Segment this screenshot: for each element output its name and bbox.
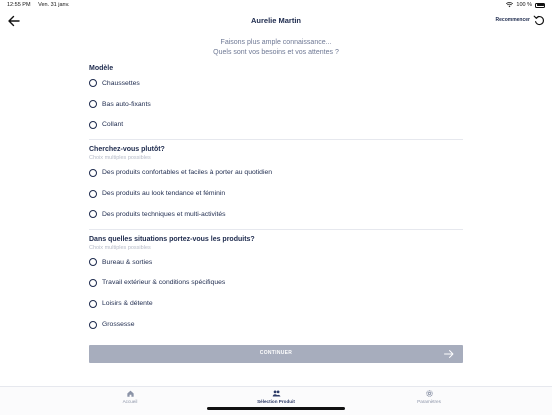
home-icon (126, 389, 135, 398)
option-outdoor-work[interactable] (89, 273, 463, 294)
option-label: Bureau & sorties (102, 258, 153, 266)
section-subtitle: Choix multiples possibles (89, 244, 151, 251)
option-label: Collant (102, 121, 124, 129)
option-technical[interactable] (89, 204, 463, 225)
section-model (89, 64, 463, 140)
restart-icon (533, 14, 545, 26)
option-collant[interactable] (89, 115, 463, 136)
tab-label: Paramètres (417, 399, 441, 404)
navigation-bar (0, 10, 552, 32)
tab-settings[interactable] (379, 389, 479, 404)
option-label: Des produits au look tendance et féminin (102, 190, 226, 198)
section-title: Dans quelles situations portez-vous les produits? (89, 235, 255, 243)
radio-button[interactable] (89, 321, 97, 329)
battery-percent: 100 % (516, 2, 532, 8)
radio-button[interactable] (89, 121, 97, 129)
status-date: Ven. 31 janv. (38, 2, 70, 8)
restart-label: Recommencer (495, 17, 530, 23)
questionnaire (89, 64, 463, 344)
tab-product-selection[interactable] (226, 389, 326, 404)
option-label: Des produits confortables et faciles à porter au quotidien (102, 169, 273, 177)
option-office[interactable] (89, 252, 463, 273)
tab-home[interactable] (80, 389, 180, 404)
section-preference (89, 145, 463, 229)
option-label: Des produits techniques et multi-activités (102, 210, 226, 218)
tab-bar (0, 386, 552, 415)
wifi-icon (506, 2, 513, 8)
tab-label: Accueil (122, 399, 138, 404)
radio-button[interactable] (89, 169, 97, 177)
gear-icon (425, 389, 434, 398)
home-indicator (207, 407, 345, 410)
option-label: Travail extérieur & conditions spécifiques (102, 279, 226, 287)
section-title: Cherchez-vous plutôt? (89, 146, 165, 154)
option-label: Loisirs & détente (102, 300, 153, 308)
radio-button[interactable] (89, 79, 97, 87)
page-title: Aurelie Martin (250, 16, 301, 25)
radio-button[interactable] (89, 210, 97, 218)
battery-icon (535, 3, 545, 8)
section-situations (89, 235, 463, 339)
radio-button[interactable] (89, 300, 97, 308)
radio-button[interactable] (89, 258, 97, 266)
continue-label: CONTINUER (259, 350, 293, 356)
option-pregnancy[interactable] (89, 314, 463, 335)
intro-line-1: Faisons plus ample connaissance... (220, 39, 332, 46)
option-label: Bas auto-fixants (102, 100, 151, 108)
option-label: Grossesse (102, 321, 135, 329)
option-label: Chaussettes (102, 79, 140, 87)
option-bas-auto-fixants[interactable] (89, 94, 463, 115)
arrow-right-icon (443, 348, 455, 360)
restart-button[interactable] (496, 14, 545, 26)
section-subtitle: Choix multiples possibles (89, 155, 151, 162)
radio-button[interactable] (89, 190, 97, 198)
radio-button[interactable] (89, 279, 97, 287)
option-leisure[interactable] (89, 293, 463, 314)
continue-button[interactable] (89, 345, 463, 363)
section-title: Modèle (89, 65, 114, 72)
people-icon (272, 389, 281, 398)
option-chaussettes[interactable] (89, 73, 463, 94)
intro-text (0, 38, 552, 58)
option-trendy[interactable] (89, 183, 463, 204)
option-comfortable[interactable] (89, 162, 463, 183)
status-bar (0, 0, 552, 10)
radio-button[interactable] (89, 100, 97, 108)
tab-label: Sélection Produit (257, 399, 295, 404)
intro-line-2: Quels sont vos besoins et vos attentes ? (213, 49, 339, 56)
status-time: 12:55 PM (7, 2, 31, 8)
